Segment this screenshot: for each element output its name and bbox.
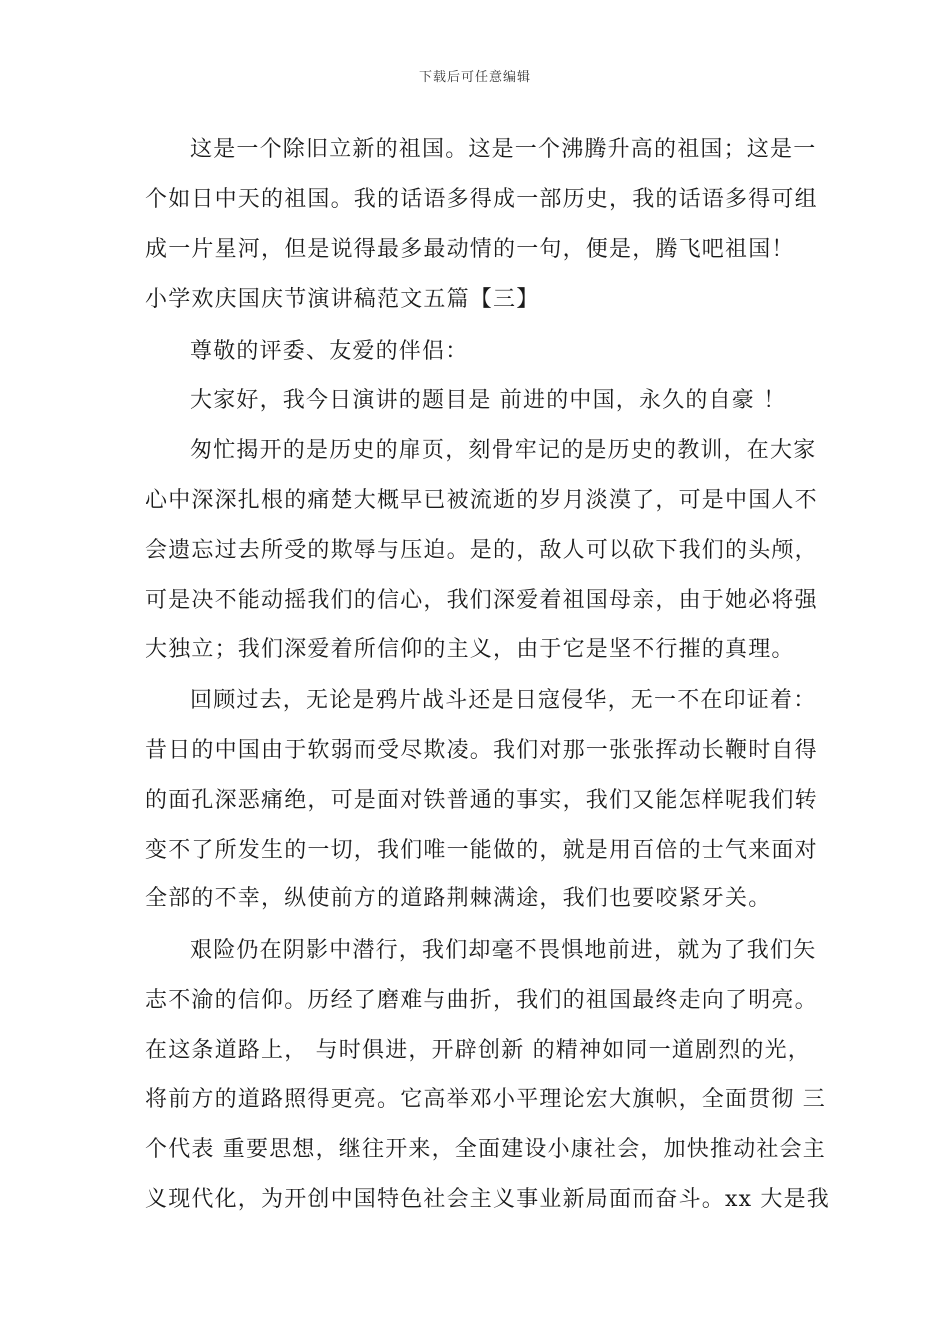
body-line: 变不了所发生的一切，我们唯一能做的，就是用百倍的士气来面对 bbox=[145, 838, 818, 863]
body-line: 在这条道路上， 与时俱进，开辟创新 的精神如同一道剧烈的光， bbox=[145, 1038, 811, 1063]
body-line: 大家好，我今日演讲的题目是 前进的中国，永久的自豪 ！ bbox=[190, 388, 787, 413]
section-heading: 小学欢庆国庆节演讲稿范文五篇【三】 bbox=[145, 287, 540, 312]
body-line: 全部的不幸，纵使前方的道路荆棘满途，我们也要咬紧牙关。 bbox=[145, 886, 772, 911]
body-line: 的面孔深恶痛绝，可是面对铁普通的事实，我们又能怎样呢我们转 bbox=[145, 788, 818, 813]
body-line: 将前方的道路照得更亮。它高举邓小平理论宏大旗帜，全面贯彻 三 bbox=[145, 1087, 826, 1112]
body-line: 昔日的中国由于软弱而受尽欺凌。我们对那一张张挥动长鞭时自得 bbox=[145, 738, 818, 763]
header-note: 下载后可任意编辑 bbox=[418, 70, 531, 85]
salutation: 尊敬的评委、友爱的伴侣： bbox=[190, 339, 469, 364]
body-line: 这是一个除旧立新的祖国。这是一个沸腾升高的祖国；这是一 bbox=[190, 137, 817, 162]
body-line: 个代表 重要思想，继往开来，全面建设小康社会，加快推动社会主 bbox=[145, 1137, 826, 1162]
body-line: 艰险仍在阴影中潜行，我们却毫不畏惧地前进，就为了我们矢 bbox=[190, 938, 817, 963]
body-line: 成一片星河，但是说得最多最动情的一句，便是，腾飞吧祖国！ bbox=[145, 237, 795, 262]
body-line: 回顾过去，无论是鸦片战斗还是日寇侵华，无一不在印证着： bbox=[190, 688, 817, 713]
body-line: 个如日中天的祖国。我的话语多得成一部历史，我的话语多得可组 bbox=[145, 187, 818, 212]
body-line: 匆忙揭开的是历史的扉页，刻骨牢记的是历史的教训，在大家 bbox=[190, 438, 817, 463]
body-line: 会遗忘过去所受的欺辱与压迫。是的，敌人可以砍下我们的头颅， bbox=[145, 538, 818, 563]
body-line: 心中深深扎根的痛楚大概早已被流逝的岁月淡漠了，可是中国人不 bbox=[145, 488, 818, 513]
body-line: 志不渝的信仰。历经了磨难与曲折，我们的祖国最终走向了明亮。 bbox=[145, 988, 818, 1013]
body-line: 义现代化，为开创中国特色社会主义事业新局面而奋斗。xx 大是我 bbox=[145, 1187, 831, 1212]
body-line: 大独立；我们深爱着所信仰的主义，由于它是坚不行摧的真理。 bbox=[145, 637, 795, 662]
body-line: 可是决不能动摇我们的信心，我们深爱着祖国母亲，由于她必将强 bbox=[145, 588, 818, 613]
